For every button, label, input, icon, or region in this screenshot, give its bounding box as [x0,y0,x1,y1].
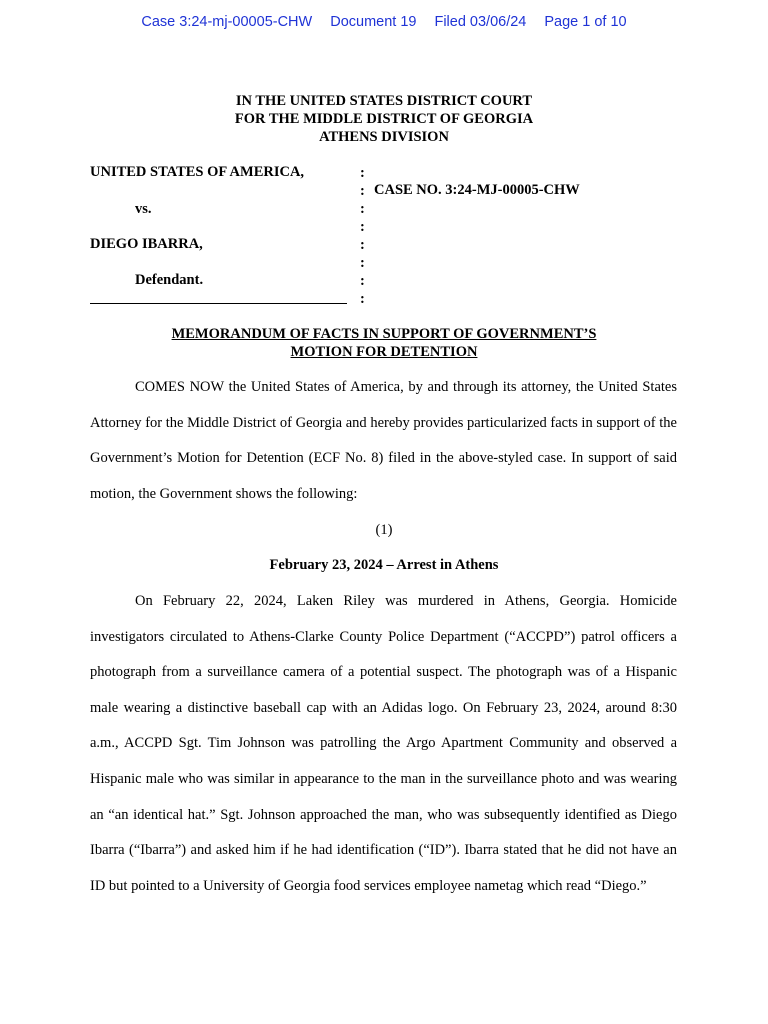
body-paragraph-text: On February 22, 2024, Laken Riley was murdered in Athens, Georgia. Homicide investigators circulated to Athens-Clarke County Police Department (“ACCPD”) patrol officers a photograph from a surveillance camera of a potential suspect. The photograph was of a Hispanic male wearing a distinctive baseball cap with an Adidas logo. On February 23, 2024, around 8:30 a.m., ACCPD Sgt. Tim Johnson was patrolling the Argo Apartment Community and observed a Hispanic male who was similar in appearance to the man in the surveillance photo and was wearing an “an identical hat.” Sgt. Johnson approached the man, who was subsequently identified as Diego Ibarra (“Ibarra”) and asked him if he had identification (“ID”). Ibarra stated that he did not have an ID but pointed to a University of Georgia food services employee nametag which read “Diego.” [90,593,677,894]
ecf-filed-date: Filed 03/06/24 [434,14,527,30]
caption-colon: : [360,255,365,271]
ecf-filing-header [0,14,768,30]
caption-divider [90,303,347,304]
caption-colon: : [360,273,365,289]
section-heading: February 23, 2024 – Arrest in Athens [269,557,499,573]
intro-paragraph [90,370,677,512]
caption-colon: : [360,183,365,199]
court-name: IN THE UNITED STATES DISTRICT COURT [235,93,533,109]
caption-colon: : [360,291,365,307]
title-line-1: MEMORANDUM OF FACTS IN SUPPORT OF GOVERNMENT’S [171,326,597,342]
caption-colon: : [360,201,365,217]
ecf-case-number: Case 3:24-mj-00005-CHW [141,14,313,30]
caption-colon: : [360,165,365,181]
defendant-label: Defendant. [135,272,204,288]
ecf-document-number: Document 19 [330,14,417,30]
caption-colon: : [360,237,365,253]
versus-label: vs. [135,201,152,217]
body-paragraph [90,584,677,904]
court-division: ATHENS DIVISION [319,129,449,145]
defendant-name: DIEGO IBARRA, [90,236,203,252]
ecf-page-number: Page 1 of 10 [544,14,627,30]
section-number: (1) [375,522,393,538]
caption-colon-column [360,164,365,308]
case-number: CASE NO. 3:24-MJ-00005-CHW [374,182,580,198]
title-line-2: MOTION FOR DETENTION [290,344,478,360]
document-title [0,325,768,361]
intro-paragraph-text: COMES NOW the United States of America, by and through its attorney, the United States Attorney for the Middle District of Georgia and hereby provides particularized facts in support of the Government’s Motion for Detention (ECF No. 8) filed in the above-styled case. In support of said motion, the Government shows the following: [90,379,677,502]
plaintiff-name: UNITED STATES OF AMERICA, [90,164,305,180]
court-heading [0,92,768,146]
court-district: FOR THE MIDDLE DISTRICT OF GEORGIA [234,111,534,127]
caption-colon: : [360,219,365,235]
